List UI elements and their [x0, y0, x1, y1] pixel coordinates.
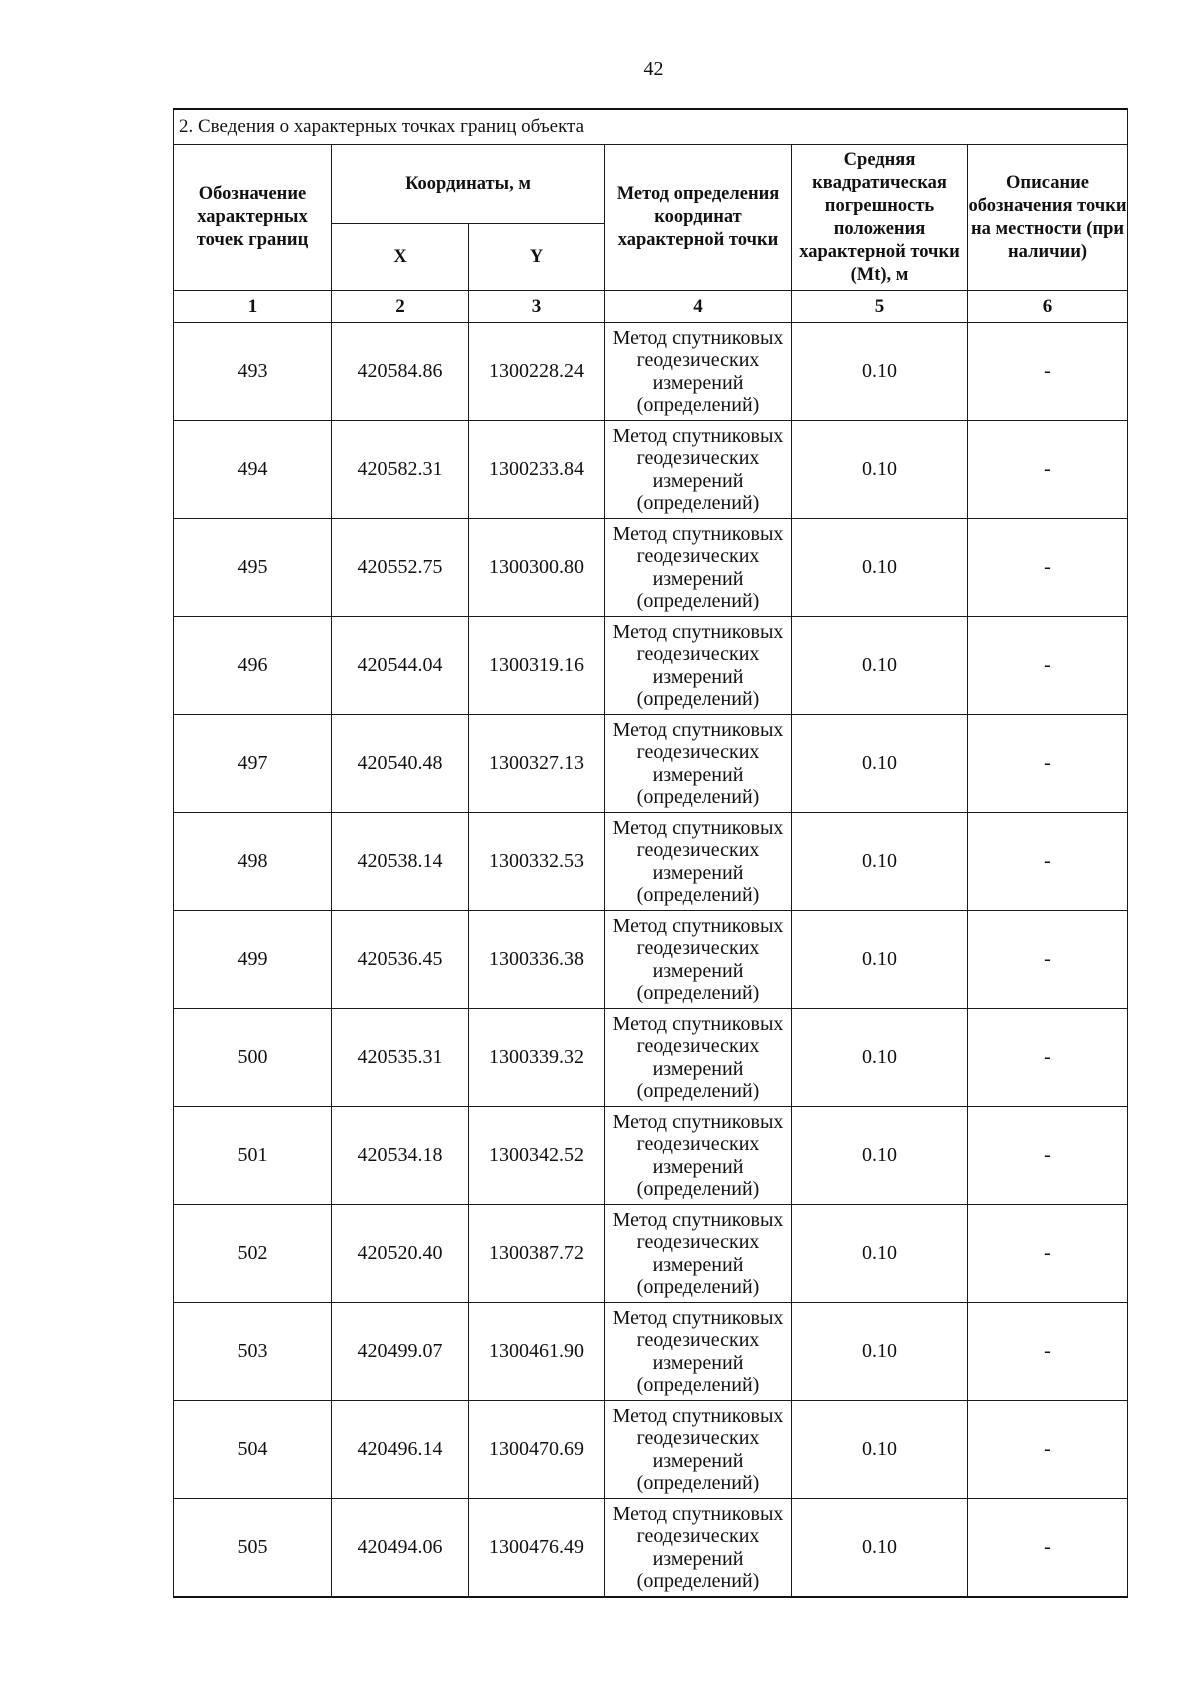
method-line: геодезических: [636, 1525, 760, 1547]
method-line: Метод спутниковых: [612, 620, 784, 643]
header-error: Средняя квадратическая погрешность положения характерной точки (Mt), м: [792, 145, 968, 291]
method-cell: [605, 1499, 792, 1598]
error-cell: 0.10: [792, 1107, 968, 1205]
table-row: [174, 813, 1128, 911]
error-cell: 0.10: [792, 519, 968, 617]
method-cell: [605, 519, 792, 617]
method-line: геодезических: [636, 447, 760, 469]
x-coordinate-cell: 420584.86: [332, 323, 469, 421]
method-cell: [605, 1303, 792, 1401]
method-line: (определений): [636, 394, 760, 416]
point-id-cell: 496: [174, 617, 332, 715]
method-line: измерений: [652, 861, 744, 884]
method-cell: [605, 715, 792, 813]
description-cell: -: [968, 1499, 1128, 1598]
y-coordinate-cell: 1300300.80: [469, 519, 605, 617]
method-line: (определений): [636, 1374, 760, 1396]
method-cell: [605, 323, 792, 421]
method-line: измерений: [652, 1155, 744, 1178]
error-cell: 0.10: [792, 1499, 968, 1598]
error-cell: 0.10: [792, 421, 968, 519]
description-cell: -: [968, 617, 1128, 715]
point-id-cell: 505: [174, 1499, 332, 1598]
method-line: Метод спутниковых: [612, 816, 784, 839]
method-line: измерений: [652, 1057, 744, 1080]
method-cell: [605, 1401, 792, 1499]
table-row: [174, 1303, 1128, 1401]
method-line: измерений: [652, 959, 744, 982]
method-line: измерений: [652, 1253, 744, 1276]
point-id-cell: 501: [174, 1107, 332, 1205]
error-cell: 0.10: [792, 813, 968, 911]
description-cell: -: [968, 1107, 1128, 1205]
method-line: (определений): [636, 1178, 760, 1200]
method-line: Метод спутниковых: [612, 1110, 784, 1133]
method-line: геодезических: [636, 839, 760, 861]
method-cell: [605, 617, 792, 715]
x-coordinate-cell: 420534.18: [332, 1107, 469, 1205]
x-coordinate-cell: 420544.04: [332, 617, 469, 715]
method-line: (определений): [636, 1570, 760, 1592]
table-row: [174, 421, 1128, 519]
y-coordinate-cell: 1300470.69: [469, 1401, 605, 1499]
method-line: геодезических: [636, 349, 760, 371]
y-coordinate-cell: 1300319.16: [469, 617, 605, 715]
column-number: 6: [968, 291, 1128, 323]
method-line: измерений: [652, 763, 744, 786]
y-coordinate-cell: 1300461.90: [469, 1303, 605, 1401]
y-coordinate-cell: 1300327.13: [469, 715, 605, 813]
method-line: (определений): [636, 1276, 760, 1298]
section-title: 2. Сведения о характерных точках границ объекта: [174, 109, 1128, 145]
header-x: X: [332, 224, 469, 291]
header-y: Y: [469, 224, 605, 291]
x-coordinate-cell: 420496.14: [332, 1401, 469, 1499]
description-cell: -: [968, 1205, 1128, 1303]
table-row: [174, 1205, 1128, 1303]
y-coordinate-cell: 1300387.72: [469, 1205, 605, 1303]
method-line: измерений: [652, 1547, 744, 1570]
description-cell: -: [968, 519, 1128, 617]
column-number-row: [174, 291, 1128, 323]
error-cell: 0.10: [792, 715, 968, 813]
method-line: Метод спутниковых: [612, 1012, 784, 1035]
method-line: (определений): [636, 982, 760, 1004]
table-row: [174, 1107, 1128, 1205]
point-id-cell: 497: [174, 715, 332, 813]
method-line: геодезических: [636, 741, 760, 763]
method-line: измерений: [652, 567, 744, 590]
method-line: измерений: [652, 1449, 744, 1472]
method-cell: [605, 911, 792, 1009]
method-line: (определений): [636, 1472, 760, 1494]
header-coordinates: Координаты, м: [332, 145, 605, 224]
table-row: [174, 519, 1128, 617]
point-id-cell: 498: [174, 813, 332, 911]
y-coordinate-cell: 1300233.84: [469, 421, 605, 519]
point-id-cell: 493: [174, 323, 332, 421]
description-cell: -: [968, 1401, 1128, 1499]
x-coordinate-cell: 420552.75: [332, 519, 469, 617]
method-line: Метод спутниковых: [612, 718, 784, 741]
method-line: измерений: [652, 665, 744, 688]
method-line: (определений): [636, 590, 760, 612]
y-coordinate-cell: 1300336.38: [469, 911, 605, 1009]
error-cell: 0.10: [792, 323, 968, 421]
method-line: Метод спутниковых: [612, 914, 784, 937]
method-line: геодезических: [636, 1231, 760, 1253]
y-coordinate-cell: 1300476.49: [469, 1499, 605, 1598]
table-row: [174, 715, 1128, 813]
header-designation: Обозначение характерных точек границ: [174, 145, 332, 291]
header-description: Описание обозначения точки на местности (при наличии): [968, 145, 1128, 291]
error-cell: 0.10: [792, 1205, 968, 1303]
method-line: измерений: [652, 469, 744, 492]
column-number: 3: [469, 291, 605, 323]
x-coordinate-cell: 420582.31: [332, 421, 469, 519]
method-line: Метод спутниковых: [612, 424, 784, 447]
point-id-cell: 494: [174, 421, 332, 519]
point-id-cell: 502: [174, 1205, 332, 1303]
error-cell: 0.10: [792, 1401, 968, 1499]
description-cell: -: [968, 421, 1128, 519]
method-line: геодезических: [636, 1035, 760, 1057]
method-cell: [605, 1205, 792, 1303]
y-coordinate-cell: 1300228.24: [469, 323, 605, 421]
point-id-cell: 504: [174, 1401, 332, 1499]
method-line: геодезических: [636, 545, 760, 567]
boundary-points-table: [173, 108, 1128, 1598]
point-id-cell: 500: [174, 1009, 332, 1107]
point-id-cell: 495: [174, 519, 332, 617]
method-line: геодезических: [636, 1427, 760, 1449]
method-line: измерений: [652, 371, 744, 394]
method-line: геодезических: [636, 643, 760, 665]
x-coordinate-cell: 420494.06: [332, 1499, 469, 1598]
description-cell: -: [968, 1009, 1128, 1107]
point-id-cell: 503: [174, 1303, 332, 1401]
method-line: (определений): [636, 492, 760, 514]
x-coordinate-cell: 420536.45: [332, 911, 469, 1009]
method-line: измерений: [652, 1351, 744, 1374]
method-line: (определений): [636, 1080, 760, 1102]
point-id-cell: 499: [174, 911, 332, 1009]
column-number: 5: [792, 291, 968, 323]
column-number: 4: [605, 291, 792, 323]
table-row: [174, 617, 1128, 715]
method-line: геодезических: [636, 937, 760, 959]
x-coordinate-cell: 420540.48: [332, 715, 469, 813]
description-cell: -: [968, 323, 1128, 421]
description-cell: -: [968, 813, 1128, 911]
x-coordinate-cell: 420535.31: [332, 1009, 469, 1107]
method-line: Метод спутниковых: [612, 522, 784, 545]
method-cell: [605, 813, 792, 911]
description-cell: -: [968, 715, 1128, 813]
page-number: 42: [643, 58, 664, 80]
header-method: Метод определения координат характерной точки: [605, 145, 792, 291]
method-cell: [605, 1107, 792, 1205]
description-cell: -: [968, 1303, 1128, 1401]
table-row: [174, 1009, 1128, 1107]
table-row: [174, 911, 1128, 1009]
method-line: Метод спутниковых: [612, 326, 784, 349]
column-number: 2: [332, 291, 469, 323]
method-line: Метод спутниковых: [612, 1306, 784, 1329]
table-row: [174, 1499, 1128, 1598]
method-cell: [605, 1009, 792, 1107]
x-coordinate-cell: 420538.14: [332, 813, 469, 911]
method-line: (определений): [636, 786, 760, 808]
error-cell: 0.10: [792, 911, 968, 1009]
column-number: 1: [174, 291, 332, 323]
method-cell: [605, 421, 792, 519]
error-cell: 0.10: [792, 1009, 968, 1107]
x-coordinate-cell: 420499.07: [332, 1303, 469, 1401]
error-cell: 0.10: [792, 617, 968, 715]
table-row: [174, 323, 1128, 421]
method-line: Метод спутниковых: [612, 1208, 784, 1231]
method-line: Метод спутниковых: [612, 1404, 784, 1427]
x-coordinate-cell: 420520.40: [332, 1205, 469, 1303]
method-line: геодезических: [636, 1133, 760, 1155]
table-row: [174, 1401, 1128, 1499]
y-coordinate-cell: 1300342.52: [469, 1107, 605, 1205]
y-coordinate-cell: 1300332.53: [469, 813, 605, 911]
y-coordinate-cell: 1300339.32: [469, 1009, 605, 1107]
method-line: (определений): [636, 688, 760, 710]
method-line: Метод спутниковых: [612, 1502, 784, 1525]
description-cell: -: [968, 911, 1128, 1009]
method-line: геодезических: [636, 1329, 760, 1351]
method-line: (определений): [636, 884, 760, 906]
error-cell: 0.10: [792, 1303, 968, 1401]
